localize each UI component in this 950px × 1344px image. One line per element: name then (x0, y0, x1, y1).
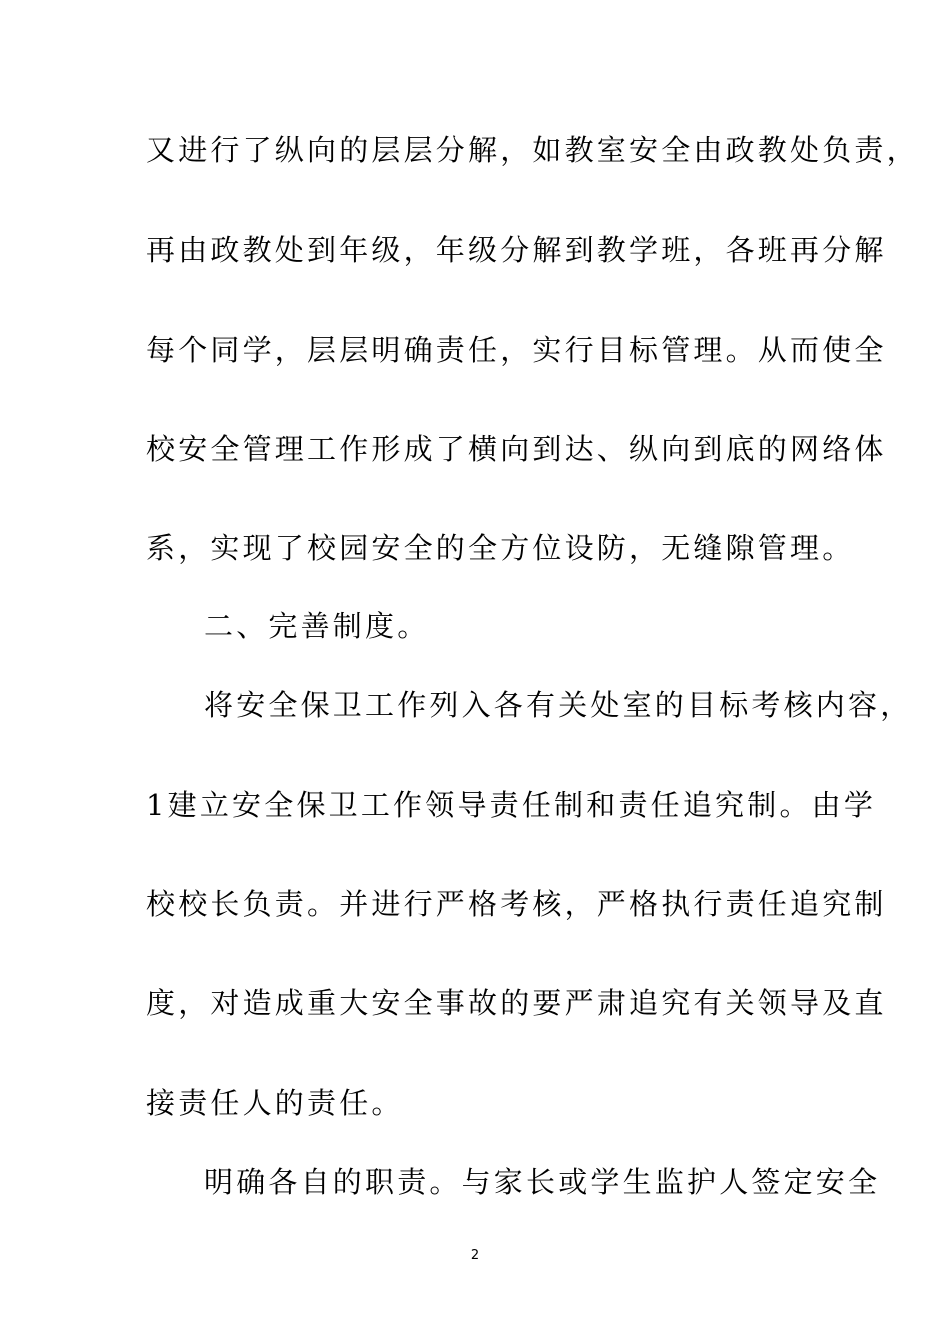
section-heading: 二、完善制度。 (204, 609, 430, 643)
paragraph-start-line: 将安全保卫工作列入各有关处室的目标考核内容， (204, 688, 913, 722)
text-line: 又进行了纵向的层层分解，如教室安全由政教处负责， (146, 133, 919, 167)
text-line: 再由政教处到年级，年级分解到教学班，各班再分解 (146, 233, 887, 267)
text-line: 系，实现了校园安全的全方位设防，无缝隙管理。 (146, 531, 855, 565)
page-number: 2 (470, 1248, 480, 1263)
text-line: 1建立安全保卫工作领导责任制和责任追究制。由学 (146, 788, 877, 822)
text-line: 校安全管理工作形成了横向到达、纵向到底的网络体 (146, 432, 887, 466)
text-line: 接责任人的责任。 (146, 1086, 404, 1120)
text-line: 校校长负责。并进行严格考核，严格执行责任追究制 (146, 887, 887, 921)
text-line: 度，对造成重大安全事故的要严肃追究有关领导及直 (146, 986, 887, 1020)
paragraph-start-line: 明确各自的职责。与家长或学生监护人签定安全 (204, 1165, 881, 1199)
text-line: 每个同学，层层明确责任，实行目标管理。从而使全 (146, 333, 887, 367)
